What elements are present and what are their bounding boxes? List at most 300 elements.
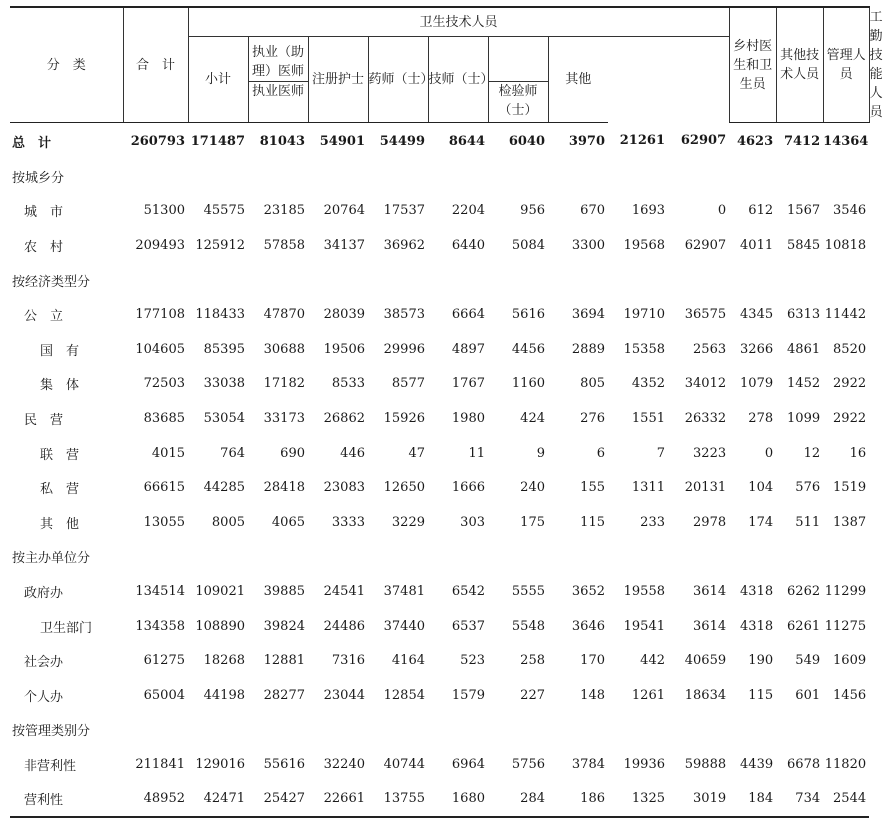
table-cell: 33173 [263,410,305,426]
table-cell: 21261 [619,133,665,149]
table-cell [188,263,248,298]
section-row [10,713,869,748]
section-row [10,263,869,298]
table-cell: 11299 [824,583,867,599]
table-cell: 6 [596,445,605,461]
table-cell: 19936 [623,756,665,772]
header-health-tech-group: 卫生技术人员 [188,7,729,37]
table-cell: 4011 [740,237,774,253]
table-row [10,782,869,818]
table-cell: 125912 [195,237,245,253]
table-cell: 1609 [833,653,867,669]
table-cell: 1567 [787,203,821,219]
table-cell: 40659 [684,653,727,669]
table-cell: 5555 [511,583,545,599]
row-label: 营利性 [10,782,123,818]
row-label: 社会办 [24,655,64,671]
table-cell [823,713,869,748]
table-cell: 28039 [323,307,365,323]
table-cell: 171487 [190,133,245,149]
table-cell: 115 [748,687,774,703]
header-total: 合 计 [123,7,188,123]
table-cell: 23185 [263,203,305,219]
table-cell: 44198 [203,687,245,703]
table-cell: 1767 [451,376,485,392]
table-cell: 3646 [571,618,605,634]
table-cell: 11820 [824,756,867,772]
table-cell: 174 [748,514,774,530]
table-cell [188,540,248,575]
table-cell [188,159,248,194]
table-cell: 1079 [740,376,774,392]
table-cell: 22661 [308,782,368,818]
table-cell [368,263,428,298]
table-cell: 25427 [248,782,308,818]
table-cell [668,159,729,194]
table-row [10,609,869,644]
table-cell: 190 [748,653,774,669]
table-cell [548,540,608,575]
row-label: 农 村 [24,239,64,255]
table-cell: 3614 [693,618,727,634]
table-cell: 39885 [263,583,305,599]
table-row [10,297,869,332]
table-cell: 62907 [680,133,727,149]
row-label: 按主办单位分 [12,551,91,567]
row-label: 联 营 [40,447,80,463]
table-cell: 4623 [736,133,774,149]
table-cell: 424 [520,410,545,426]
table-row [10,505,869,540]
table-cell [123,159,188,194]
table-cell: 2204 [451,203,485,219]
table-cell [428,713,488,748]
table-cell: 42471 [188,782,248,818]
table-cell: 2922 [833,410,867,426]
table-cell: 956 [520,203,545,219]
table-cell: 446 [340,445,365,461]
table-cell: 62907 [684,237,727,253]
table-cell [488,159,548,194]
table-cell: 1579 [451,687,485,703]
table-cell: 109021 [195,583,245,599]
table-cell: 19558 [623,583,665,599]
row-label: 总 计 [12,135,52,151]
table-cell [608,263,668,298]
table-cell: 6313 [787,307,821,323]
table-cell: 104605 [135,341,185,357]
header-lab-technician-top [488,37,548,82]
table-cell: 72503 [143,376,185,392]
table-cell: 8533 [331,376,365,392]
table-row [10,747,869,782]
table-cell: 26862 [323,410,365,426]
table-cell: 47 [408,445,425,461]
table-cell [248,713,308,748]
table-cell: 3784 [571,756,605,772]
table-cell: 233 [640,514,665,530]
table-cell: 1680 [428,782,488,818]
table-cell: 134358 [135,618,185,634]
table-cell: 134514 [135,583,185,599]
table-cell: 11 [468,445,485,461]
table-cell: 36962 [383,237,425,253]
row-label: 按管理类别分 [12,724,91,740]
table-cell: 18268 [203,653,245,669]
table-cell [248,263,308,298]
table-cell: 17537 [383,203,425,219]
table-cell: 11442 [824,307,867,323]
table-row [10,228,869,263]
table-cell: 12 [803,445,821,461]
table-cell: 8005 [211,514,245,530]
table-cell: 24486 [323,618,365,634]
table-cell [823,540,869,575]
table-cell: 20131 [684,480,727,496]
table-row [10,367,869,402]
table-cell: 1311 [631,480,665,496]
table-cell: 2544 [823,782,869,818]
table-row [10,470,869,505]
table-cell [729,540,776,575]
table-cell [608,540,668,575]
table-cell: 11275 [824,618,867,634]
table-cell: 148 [580,687,605,703]
table-cell: 5756 [511,756,545,772]
table-cell [248,540,308,575]
table-cell [428,263,488,298]
table-cell [548,713,608,748]
table-cell: 13755 [368,782,428,818]
total-row [10,123,869,160]
table-cell: 29996 [383,341,425,357]
table-cell: 44285 [203,480,245,496]
row-label: 卫生部门 [40,620,93,636]
table-cell: 10818 [824,237,867,253]
table-cell: 276 [580,410,605,426]
table-body [10,123,869,818]
table-cell: 83685 [143,410,185,426]
table-cell: 129016 [195,756,245,772]
table-cell: 47870 [263,307,305,323]
table-cell: 4861 [787,341,821,357]
table-cell: 523 [460,653,485,669]
table-cell: 1551 [631,410,665,426]
table-cell: 734 [776,782,823,818]
table-cell: 240 [520,480,545,496]
table-cell [368,713,428,748]
table-cell: 13055 [143,514,185,530]
table-cell: 23083 [323,480,365,496]
table-cell: 6537 [451,618,485,634]
table-cell [308,159,368,194]
table-cell: 19541 [623,618,665,634]
table-cell: 57858 [263,237,305,253]
table-cell [123,540,188,575]
table-cell: 34012 [684,376,727,392]
table-cell: 6542 [451,583,485,599]
table-cell: 20764 [323,203,365,219]
table-cell [729,159,776,194]
table-row [10,436,869,471]
table-cell: 6261 [787,618,821,634]
table-cell: 1160 [511,376,545,392]
header-subtotal: 小计 [188,37,248,123]
table-cell: 6964 [451,756,485,772]
table-cell: 7316 [331,653,365,669]
table-cell [488,540,548,575]
table-cell: 5845 [787,237,821,253]
table-cell: 6440 [451,237,485,253]
table-cell [776,713,823,748]
table-cell: 48952 [123,782,188,818]
table-cell [308,713,368,748]
table-cell: 601 [795,687,821,703]
table-cell: 1261 [631,687,665,703]
table-cell [823,263,869,298]
table-cell: 2922 [833,376,867,392]
table-cell: 670 [580,203,605,219]
table-cell: 28277 [263,687,305,703]
table-row [10,574,869,609]
table-cell: 37481 [383,583,425,599]
table-cell: 1456 [833,687,867,703]
table-cell [428,159,488,194]
table-cell: 30688 [263,341,305,357]
table-cell: 55616 [263,756,305,772]
row-label: 其 他 [40,516,80,532]
table-row [10,332,869,367]
table-cell: 3694 [571,307,605,323]
table-cell: 303 [460,514,485,530]
header-category: 分 类 [10,7,123,123]
table-cell [776,540,823,575]
table-cell: 1452 [787,376,821,392]
table-cell [368,540,428,575]
row-label: 按经济类型分 [12,274,91,290]
table-cell: 8520 [833,341,867,357]
table-cell [668,713,729,748]
table-cell [776,263,823,298]
table-cell: 4456 [511,341,545,357]
table-cell: 805 [580,376,605,392]
table-row [10,194,869,229]
table-cell: 4065 [271,514,305,530]
table-cell: 7412 [783,133,821,149]
table-cell [608,713,668,748]
table-cell: 23044 [323,687,365,703]
table-cell: 4897 [451,341,485,357]
table-row [10,678,869,713]
table-cell: 12854 [383,687,425,703]
table-cell: 53054 [203,410,245,426]
table-cell: 19506 [323,341,365,357]
section-row [10,540,869,575]
table-cell: 65004 [143,687,185,703]
table-row [10,643,869,678]
table-cell: 177108 [135,307,185,323]
table-cell: 1519 [833,480,867,496]
table-cell: 3652 [571,583,605,599]
table-cell: 3970 [568,133,605,149]
table-cell: 45575 [203,203,245,219]
table-cell: 1325 [608,782,668,818]
table-cell [729,263,776,298]
table-cell: 33038 [203,376,245,392]
table-cell: 19568 [623,237,665,253]
table-cell: 8644 [448,133,485,149]
row-label: 政府办 [24,585,64,601]
table-cell: 16 [849,445,867,461]
table-cell: 3614 [693,583,727,599]
row-label: 国 有 [40,343,80,359]
table-cell: 5548 [511,618,545,634]
row-label: 非营利性 [24,758,77,774]
table-cell: 4439 [740,756,774,772]
table-cell: 37440 [383,618,425,634]
table-cell: 9 [536,445,545,461]
table-cell: 51300 [143,203,185,219]
table-cell [548,263,608,298]
table-row [10,401,869,436]
table-cell: 15358 [623,341,665,357]
header-pharmacist: 药师（士） [368,37,428,123]
table-cell: 4318 [740,618,774,634]
table-cell: 54901 [319,133,365,149]
table-cell: 40744 [383,756,425,772]
table-cell: 12881 [263,653,305,669]
table-cell [188,713,248,748]
header-other-tech-staff: 其他技术人员 [776,7,823,123]
table-cell: 0 [764,445,774,461]
table-header: 分 类 合 计 卫生技术人员 乡村医生和卫生员 其他技术人员 管理人员 工勤技能人员 小计 执业（助理）医师 注册护士 药师（士） 技师（士） 其他 执业医师 检验师（士） [10,7,869,123]
table-cell [729,713,776,748]
table-cell [488,263,548,298]
table-cell: 3223 [693,445,727,461]
header-registered-nurse: 注册护士 [308,37,368,123]
table-cell [668,263,729,298]
section-row [10,159,869,194]
table-cell [123,263,188,298]
table-cell [823,159,869,194]
table-cell: 4352 [631,376,665,392]
table-cell [308,540,368,575]
table-cell: 175 [520,514,545,530]
table-cell: 4015 [151,445,185,461]
table-cell: 4164 [391,653,425,669]
table-cell: 612 [748,203,774,219]
table-cell: 66615 [143,480,185,496]
table-cell: 5616 [511,307,545,323]
table-cell: 209493 [135,237,185,253]
table-cell: 38573 [383,307,425,323]
table-cell: 54499 [379,133,425,149]
table-cell: 61275 [143,653,185,669]
table-cell: 1693 [631,203,665,219]
table-cell [668,540,729,575]
table-cell: 576 [795,480,821,496]
row-label: 民 营 [24,412,64,428]
table-cell: 85395 [203,341,245,357]
header-licensed-assistant-doctor: 执业（助理）医师 [248,37,308,82]
row-label: 按城乡分 [12,170,65,186]
table-cell: 32240 [323,756,365,772]
table-cell: 4318 [740,583,774,599]
table-cell: 15926 [383,410,425,426]
table-cell: 3546 [833,203,867,219]
row-label: 集 体 [40,378,80,394]
table-cell: 549 [795,653,821,669]
row-label: 公 立 [24,309,64,325]
table-cell: 1980 [451,410,485,426]
table-cell: 8577 [391,376,425,392]
table-cell: 2889 [571,341,605,357]
statistics-table [10,6,883,818]
header-lab-technician: 检验师（士） [488,82,548,123]
table-cell: 36575 [684,307,727,323]
table-cell: 118433 [195,307,245,323]
header-village-doctors: 乡村医生和卫生员 [729,7,776,123]
table-cell: 14364 [823,133,869,149]
table-cell: 186 [548,782,608,818]
table-cell: 6664 [451,307,485,323]
table-cell: 108890 [195,618,245,634]
table-cell: 115 [580,514,605,530]
table-cell: 690 [280,445,305,461]
table-cell: 5084 [511,237,545,253]
table-cell: 34137 [323,237,365,253]
table-cell: 3300 [571,237,605,253]
table-cell: 39824 [263,618,305,634]
table-cell: 7 [656,445,665,461]
table-cell: 28418 [263,480,305,496]
table-cell: 2978 [693,514,727,530]
table-cell: 59888 [684,756,727,772]
table-cell [308,263,368,298]
table-cell: 4345 [740,307,774,323]
table-cell: 19710 [623,307,665,323]
table-cell: 24541 [323,583,365,599]
table-cell [548,159,608,194]
table-cell [123,713,188,748]
table-cell [248,159,308,194]
table-cell: 511 [795,514,821,530]
table-cell: 184 [729,782,776,818]
table-cell [428,540,488,575]
table-cell: 3266 [740,341,774,357]
header-management: 管理人员 [823,7,869,123]
table-cell: 6040 [508,133,545,149]
table-cell: 442 [640,653,665,669]
table-cell: 3229 [391,514,425,530]
table-cell: 18634 [684,687,727,703]
table-cell [608,159,668,194]
table-cell: 6262 [787,583,821,599]
table-cell: 3333 [331,514,365,530]
header-others-tech: 其他 [548,37,608,123]
table-cell: 81043 [259,133,305,149]
table-cell: 227 [520,687,545,703]
table-cell: 12650 [383,480,425,496]
table-cell: 1099 [787,410,821,426]
table-cell: 1666 [451,480,485,496]
table-cell [776,159,823,194]
table-cell: 155 [580,480,605,496]
table-cell: 170 [580,653,605,669]
table-cell: 17182 [263,376,305,392]
table-cell: 26332 [684,410,727,426]
row-label: 城 市 [24,205,64,221]
